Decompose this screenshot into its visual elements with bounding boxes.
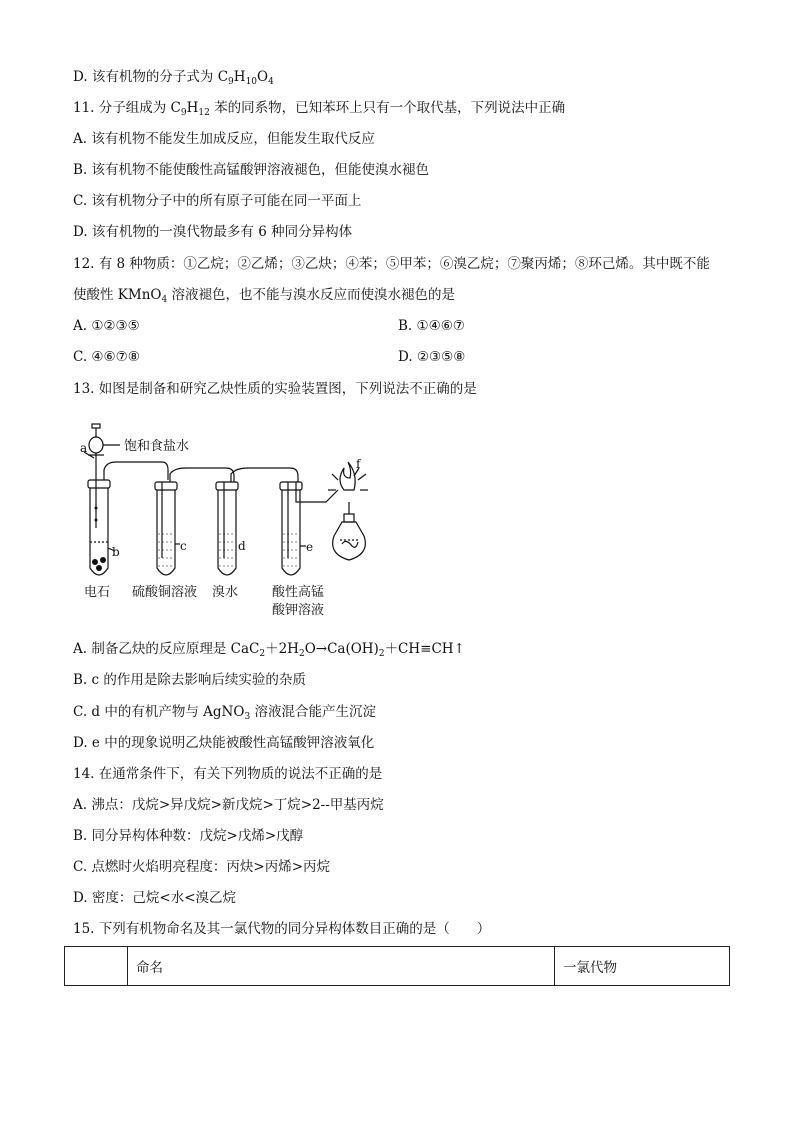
q13-option-d: D. e 中的现象说明乙炔能被酸性高锰酸钾溶液氧化 <box>73 735 375 751</box>
q14-stem: 14. 在通常条件下，有关下列物质的说法不正确的是 <box>73 766 383 782</box>
q11-stem-sub: 12 <box>198 108 210 118</box>
table-row <box>65 947 730 986</box>
q14-option-a: A. 沸点：戊烷>异戊烷>新戊烷>丁烷>2--甲基丙烷 <box>73 797 384 813</box>
q12-option-c: C. ④⑥⑦⑧ <box>73 349 140 365</box>
tube4 <box>282 490 300 575</box>
q14-option-b: B. 同分异构体种数：戊烷>戊烯>戊醇 <box>73 828 304 844</box>
q13-a-text: A. 制备乙炔的反应原理是 CaC <box>73 641 260 657</box>
table-header-cell <box>65 947 128 986</box>
lamp-wick-inside <box>342 541 358 547</box>
label-f: f <box>356 457 361 471</box>
label-funnel: 饱和食盐水 <box>124 439 190 454</box>
q12-option-b: B. ①④⑥⑦ <box>398 318 465 334</box>
q14-option-d: D. 密度：己烷<水<溴乙烷 <box>73 890 237 906</box>
flame-ray <box>332 474 338 480</box>
alcohol-lamp <box>333 522 366 560</box>
tube2-stopper <box>155 482 177 490</box>
tube2-label: 硫酸铜溶液 <box>132 585 198 600</box>
tube4-label-line1: 酸性高锰 <box>272 585 325 600</box>
q10-d-sub: 4 <box>268 77 274 87</box>
q11-stem <box>73 99 565 122</box>
tube3 <box>218 490 236 575</box>
q12-stem-text: 使酸性 KMnO <box>73 287 162 303</box>
apparatus-drawing <box>76 418 496 628</box>
q13-option-c <box>73 703 376 726</box>
q11-stem-sub: 9 <box>180 108 187 118</box>
q10-d-sub: 9 <box>228 77 234 87</box>
q13-c-sub: 3 <box>244 712 251 722</box>
q13-a-text: ＋CH≡CH↑ <box>384 641 465 657</box>
q13-option-a <box>73 640 465 663</box>
q11-stem-h: H <box>186 100 199 116</box>
q15-table <box>64 946 730 986</box>
q11-stem-text: 苯的同系物，已知苯环上只有一个取代基，下列说法中正确 <box>209 100 566 116</box>
q12-stem-sub: 4 <box>161 295 168 305</box>
connector-2-3 <box>170 468 234 482</box>
acetylene-apparatus-figure <box>76 418 496 628</box>
tube3-stopper <box>216 482 238 490</box>
q10-d-o: O <box>257 69 269 85</box>
label-d: d <box>238 539 246 553</box>
q12-stem-line2 <box>73 286 455 309</box>
q11-option-d: D. 该有机物的一溴代物最多有 6 种同分异构体 <box>73 224 353 240</box>
tube4-label-line2: 酸钾溶液 <box>272 603 325 618</box>
q14-option-c: C. 点燃时火焰明亮程度：丙炔>丙烯>丙烷 <box>73 859 331 875</box>
q12-stem-line1: 12. 有 8 种物质：①乙烷；②乙烯；③乙炔；④苯；⑤甲苯；⑥溴乙烷；⑦聚丙烯；⑧环己烯。其中既不能 <box>73 256 710 272</box>
q12-stem-text: 溶液褪色，也不能与溴水反应而使溴水褪色的是 <box>167 287 455 303</box>
tube2 <box>157 490 175 575</box>
q11-option-a: A. 该有机物不能发生加成反应，但能发生取代反应 <box>73 131 375 147</box>
q10-d-h: H <box>233 69 246 85</box>
label-b: b <box>112 545 120 559</box>
table-header-cell: 命名 <box>128 947 555 986</box>
q11-stem-text: 11. 分子组成为 C <box>73 100 181 116</box>
funnel-bulb <box>89 437 103 453</box>
q13-c-text: C. d 中的有机产物与 AgNO <box>73 704 245 720</box>
q12-option-a: A. ①②③⑤ <box>73 318 140 334</box>
funnel-stopper <box>92 424 100 428</box>
calcium-carbide-lumps <box>92 507 106 572</box>
q12-option-d: D. ②③⑤⑧ <box>398 349 466 365</box>
q13-option-b: B. c 的作用是除去影响后续实验的杂质 <box>73 672 306 688</box>
flame <box>340 462 355 490</box>
table-header-cell: 一氯代物 <box>555 947 730 986</box>
label-c: c <box>180 539 187 553</box>
q10-option-d <box>73 68 274 91</box>
q15-stem: 15. 下列有机物命名及其一氯代物的同分异构体数目正确的是（ ） <box>73 921 491 937</box>
q10-d-text: D. 该有机物的分子式为 C <box>73 69 229 85</box>
lamp-cap <box>344 514 354 522</box>
connector-3-4 <box>231 468 298 482</box>
q13-c-text: 溶液混合能产生沉淀 <box>250 704 376 720</box>
tube1-label: 电石 <box>84 585 111 600</box>
label-a: a <box>80 441 88 455</box>
q11-option-c: C. 该有机物分子中的所有原子可能在同一平面上 <box>73 193 362 209</box>
q10-d-sub: 10 <box>245 77 258 87</box>
q11-option-b: B. 该有机物不能使酸性高锰酸钾溶液褪色，但能使溴水褪色 <box>73 162 430 178</box>
q13-a-text: ＋2H <box>265 641 299 657</box>
tube1-stopper <box>88 480 110 488</box>
label-e: e <box>306 540 314 554</box>
q13-a-sub: 2 <box>378 649 385 659</box>
flame-ray <box>358 474 366 480</box>
tube4-stopper <box>280 482 302 490</box>
q13-stem: 13. 如图是制备和研究乙炔性质的实验装置图，下列说法不正确的是 <box>73 381 477 397</box>
tube3-label: 溴水 <box>212 585 239 600</box>
connector-1-2 <box>104 462 168 480</box>
q13-a-sub: 2 <box>298 649 305 659</box>
q13-a-sub: 2 <box>259 649 266 659</box>
q13-a-text: O→Ca(OH) <box>304 641 379 657</box>
